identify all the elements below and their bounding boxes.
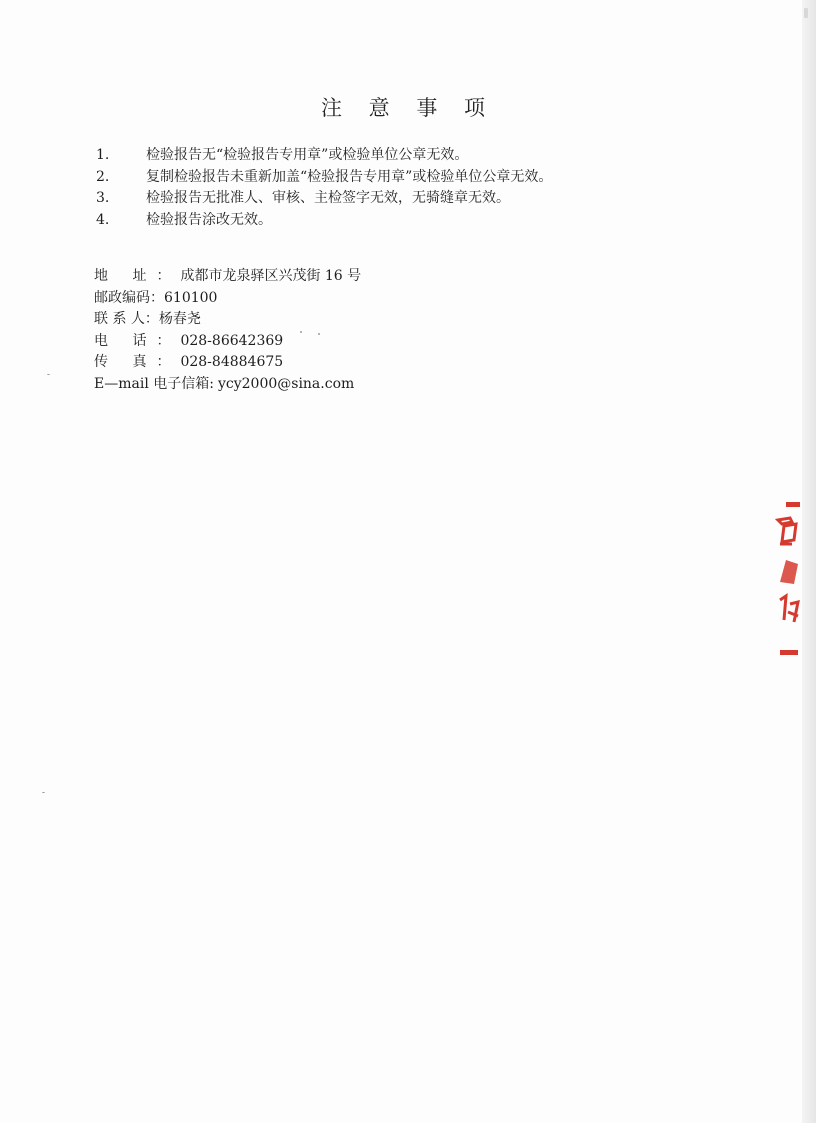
- scan-edge: [802, 0, 816, 1123]
- email-row: [94, 374, 361, 396]
- address-row: [94, 266, 361, 288]
- contact-block: [94, 266, 361, 395]
- email-value: ycy2000@sina.com: [217, 375, 355, 392]
- email-label: E—mail 电子信箱:: [94, 375, 214, 392]
- address-value: 成都市龙泉驿区兴茂街 16 号: [180, 268, 362, 284]
- note-number: 3.: [96, 190, 110, 206]
- scan-speck: [47, 374, 50, 375]
- fax-value: 028-84884675: [180, 354, 284, 370]
- phone-row: [94, 331, 361, 353]
- scan-speck: [300, 331, 302, 333]
- person-row: [94, 309, 361, 331]
- note-number: 2.: [96, 168, 110, 185]
- scan-speck: [804, 8, 808, 18]
- note-number: 4.: [96, 211, 110, 228]
- notes-list: [96, 145, 552, 231]
- page-title: 注 意 事 项: [320, 96, 496, 120]
- note-item: [96, 167, 552, 189]
- address-label: 地 址：: [94, 268, 181, 284]
- fax-row: [94, 352, 361, 374]
- note-text: 检验报告涂改无效。: [146, 211, 272, 228]
- fax-label: 传 真：: [94, 354, 181, 370]
- person-value: 杨春尧: [158, 311, 201, 327]
- note-text: 检验报告无批准人、审核、主检签字无效，无骑缝章无效。: [146, 190, 510, 206]
- note-text: 检验报告无“检验报告专用章”或检验单位公章无效。: [146, 147, 469, 163]
- note-item: [96, 210, 552, 232]
- person-label: 联 系 人：: [94, 311, 159, 327]
- note-item: [96, 145, 552, 167]
- note-item: [96, 188, 552, 210]
- postcode-row: [94, 288, 361, 310]
- postcode-label: 邮政编码：: [94, 289, 164, 306]
- postcode-value: 610100: [164, 289, 218, 306]
- phone-value: 028-86642369: [180, 332, 284, 349]
- phone-label: 电 话：: [94, 332, 181, 349]
- note-number: 1.: [96, 147, 110, 163]
- note-text: 复制检验报告未重新加盖“检验报告专用章”或检验单位公章无效。: [146, 168, 553, 185]
- scan-speck: [318, 333, 320, 335]
- scan-speck: [42, 792, 45, 793]
- seam-stamp: [772, 500, 802, 660]
